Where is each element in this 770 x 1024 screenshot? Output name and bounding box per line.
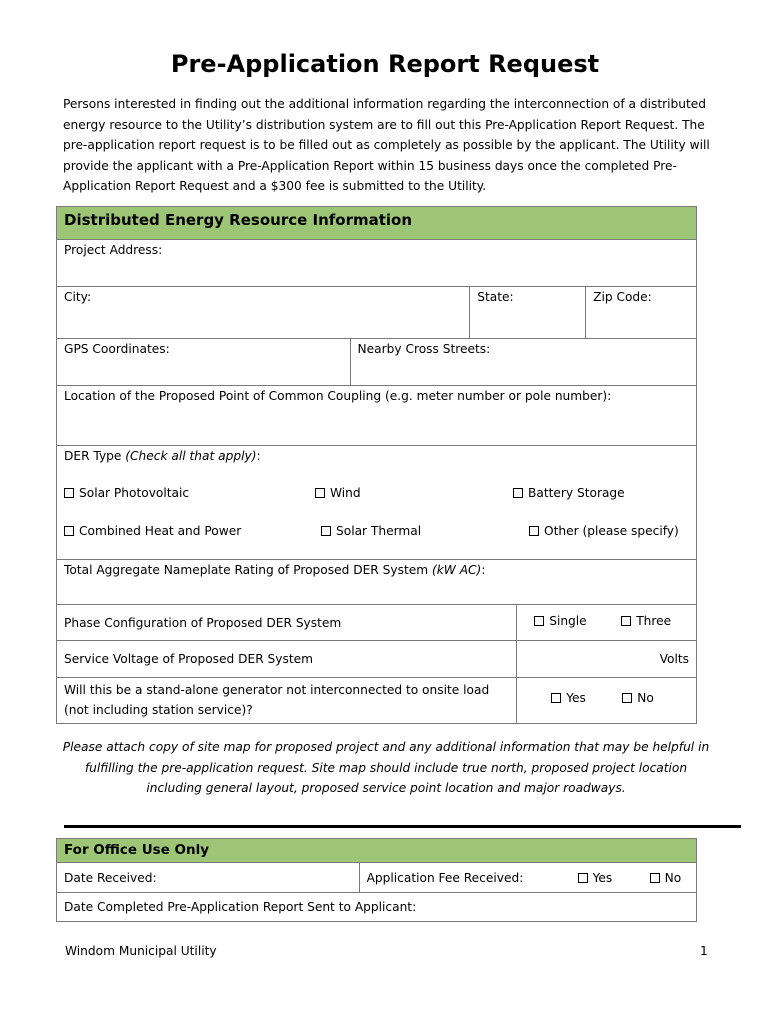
standalone-generator-label: Will this be a stand-alone generator not interconnected to onsite load (not including station service)?: [57, 678, 517, 724]
der-type-cell: [57, 446, 697, 560]
zip-code-field[interactable]: [586, 287, 697, 339]
phase-options: [517, 605, 697, 641]
section-divider: [64, 825, 741, 828]
checkbox-icon: [64, 526, 74, 536]
zip-code-label: Zip Code:: [593, 290, 652, 304]
checkbox-combined-heat-power[interactable]: Combined Heat and Power: [64, 524, 241, 538]
fee-received-cell: [359, 863, 696, 893]
pcc-location-field[interactable]: [57, 386, 697, 446]
checkbox-standalone-yes[interactable]: Yes: [551, 691, 586, 705]
der-type-colon: :: [256, 449, 261, 463]
checkbox-icon: [315, 488, 325, 498]
project-address-field[interactable]: [57, 240, 697, 287]
service-voltage-field[interactable]: [517, 641, 697, 678]
checkbox-wind[interactable]: Wind: [315, 486, 361, 500]
checkbox-icon: [622, 693, 632, 703]
gps-coordinates-field[interactable]: [57, 339, 351, 386]
checkbox-icon: [551, 693, 561, 703]
checkbox-solar-thermal[interactable]: Solar Thermal: [321, 524, 421, 538]
page-title: Pre-Application Report Request: [170, 50, 600, 78]
intro-paragraph: Persons interested in finding out the additional information regarding the interconnection of a distributed energy resource to the Utility’s distribution system are to fill out this Pre-Application Report Request. The pre-application report request is to be filled out as completely as possible by the applicant. The Utility will provide the applicant with a Pre-Application Report within 15 business days once the completed Pre-Application Report Request and a $300 fee is submitted to the Utility.: [63, 97, 710, 194]
checkbox-battery-storage[interactable]: Battery Storage: [513, 486, 625, 500]
service-voltage-label: Service Voltage of Proposed DER System: [57, 641, 517, 678]
checkbox-phase-three[interactable]: Three: [621, 614, 671, 628]
cross-streets-field[interactable]: [350, 339, 696, 386]
nameplate-rating-unit: (kW AC): [431, 563, 482, 577]
checkbox-phase-single[interactable]: Single: [534, 614, 586, 628]
standalone-options: [517, 678, 697, 724]
checkbox-fee-yes[interactable]: Yes: [578, 871, 613, 885]
pcc-location-label: Location of the Proposed Point of Common Coupling (e.g. meter number or pole number):: [64, 389, 612, 403]
cross-streets-label: Nearby Cross Streets:: [357, 342, 491, 356]
nameplate-rating-label: Total Aggregate Nameplate Rating of Proposed DER System: [64, 563, 432, 577]
checkbox-icon: [513, 488, 523, 498]
gps-coordinates-label: GPS Coordinates:: [64, 342, 170, 356]
nameplate-rating-field[interactable]: [57, 560, 697, 605]
checkbox-icon: [64, 488, 74, 498]
checkbox-icon: [578, 873, 588, 883]
city-label: City:: [64, 290, 92, 304]
office-use-header: For Office Use Only: [57, 839, 697, 863]
checkbox-icon: [621, 616, 631, 626]
der-type-hint: (Check all that apply): [125, 449, 257, 463]
page-number: 1: [700, 944, 708, 958]
office-use-table: [56, 838, 697, 922]
checkbox-icon: [650, 873, 660, 883]
der-type-label: DER Type: [64, 449, 126, 463]
date-completed-field[interactable]: [57, 893, 697, 922]
checkbox-icon: [534, 616, 544, 626]
der-information-table: [56, 206, 697, 724]
phase-configuration-label: Phase Configuration of Proposed DER System: [57, 605, 517, 641]
site-map-note: Please attach copy of site map for proposed project and any additional information that may be helpful in fulfilling the pre-application request. Site map should include true north, proposed project location including general layout, proposed service point location and major roadways.: [62, 740, 710, 796]
checkbox-other[interactable]: Other (please specify): [529, 524, 679, 538]
city-field[interactable]: [57, 287, 470, 339]
checkbox-icon: [321, 526, 331, 536]
checkbox-solar-photovoltaic[interactable]: Solar Photovoltaic: [64, 486, 189, 500]
fee-received-label: Application Fee Received:: [366, 870, 524, 885]
nameplate-rating-colon: :: [481, 563, 486, 577]
state-field[interactable]: [470, 287, 586, 339]
date-received-label: Date Received:: [64, 870, 157, 885]
der-section-header: Distributed Energy Resource Information: [57, 207, 697, 240]
date-completed-label: Date Completed Pre-Application Report Sent to Applicant:: [64, 900, 417, 914]
service-voltage-unit: Volts: [659, 652, 689, 666]
checkbox-icon: [529, 526, 539, 536]
checkbox-fee-no[interactable]: No: [650, 871, 682, 885]
checkbox-standalone-no[interactable]: No: [622, 691, 654, 705]
project-address-label: Project Address:: [64, 243, 163, 257]
footer-org: Windom Municipal Utility: [65, 944, 217, 958]
state-label: State:: [477, 290, 514, 304]
date-received-field[interactable]: [57, 863, 360, 893]
